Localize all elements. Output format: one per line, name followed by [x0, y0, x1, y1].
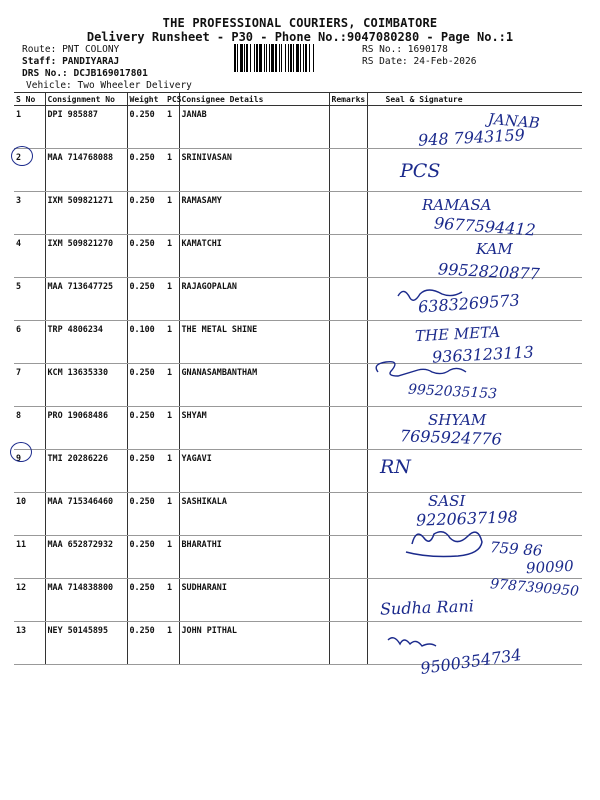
col-header-sno: S No — [14, 93, 45, 106]
barcode-bar — [250, 44, 251, 72]
barcode-bar — [288, 44, 289, 72]
cell-consignment-no: TRP 4806234 — [45, 321, 127, 364]
table-row — [14, 364, 582, 407]
handwritten-phone: 948 7943159 — [417, 125, 526, 150]
cell-weight: 0.250 — [127, 149, 165, 192]
handwritten-phone: 9500354734 — [419, 645, 523, 678]
rs-date-line — [362, 56, 476, 67]
cell-consignment-no: MAA 714768088 — [45, 149, 127, 192]
cell-weight: 0.250 — [127, 536, 165, 579]
barcode-bar — [266, 44, 267, 72]
barcode-bar — [285, 44, 286, 72]
cell-pcs: 1 — [165, 450, 179, 493]
cell-pcs: 1 — [165, 149, 179, 192]
handwritten-phone: 9787390950 — [489, 576, 580, 600]
cell-sno: 3 — [14, 192, 45, 235]
cell-sno: 1 — [14, 106, 45, 149]
vehicle-label: Vehicle: — [26, 80, 72, 91]
cell-pcs: 1 — [165, 278, 179, 321]
cell-consignee: SUDHARANI — [179, 579, 329, 622]
cell-weight: 0.250 — [127, 493, 165, 536]
cell-consignee: YAGAVI — [179, 450, 329, 493]
handwritten-phone: 7695924776 — [399, 426, 503, 449]
barcode-bar — [300, 44, 301, 72]
barcode-bar — [234, 44, 236, 72]
cell-pcs: 1 — [165, 364, 179, 407]
cell-weight: 0.250 — [127, 364, 165, 407]
barcode-bar — [303, 44, 304, 72]
cell-consignee: GNANASAMBANTHAM — [179, 364, 329, 407]
cell-consignee: RAMASAMY — [179, 192, 329, 235]
cell-consignee: KAMATCHI — [179, 235, 329, 278]
handwritten-circle-mark — [10, 442, 32, 462]
handwritten-phone: 9952035153 — [407, 381, 498, 403]
cell-consignment-no: MAA 715346460 — [45, 493, 127, 536]
rs-number-line — [362, 44, 448, 55]
cell-remarks — [329, 106, 367, 149]
cell-consignment-no: KCM 13635330 — [45, 364, 127, 407]
barcode-bar — [309, 44, 310, 72]
cell-pcs: 1 — [165, 192, 179, 235]
barcode-bar — [279, 44, 280, 72]
cell-consignee: JANAB — [179, 106, 329, 149]
cell-consignee: SASHIKALA — [179, 493, 329, 536]
barcode-bar — [290, 44, 292, 72]
cell-consignee: RAJAGOPALAN — [179, 278, 329, 321]
handwritten-name: JANAB — [487, 109, 541, 133]
handwritten-name: KAM — [476, 240, 513, 258]
cell-consignee: THE METAL SHINE — [179, 321, 329, 364]
barcode-bar — [254, 44, 255, 72]
cell-pcs: 1 — [165, 106, 179, 149]
cell-remarks — [329, 493, 367, 536]
cell-pcs: 1 — [165, 321, 179, 364]
route-line — [22, 44, 119, 56]
handwritten-name: SHYAM — [428, 411, 487, 429]
cell-sno: 12 — [14, 579, 45, 622]
route-value: PNT COLONY — [62, 44, 120, 55]
cell-pcs: 1 — [165, 493, 179, 536]
drs-line — [22, 68, 148, 80]
cell-sno: 2 — [14, 149, 45, 192]
cell-weight: 0.250 — [127, 192, 165, 235]
barcode-bar — [269, 44, 270, 72]
cell-consignment-no: NEY 50145895 — [45, 622, 127, 665]
barcode-bar — [296, 44, 299, 72]
staff-label: Staff: — [22, 56, 57, 67]
vehicle-value: Two Wheeler Delivery — [77, 80, 192, 91]
cell-remarks — [329, 321, 367, 364]
cell-sno: 10 — [14, 493, 45, 536]
cell-consignment-no: TMI 20286226 — [45, 450, 127, 493]
cell-sno: 9 — [14, 450, 45, 493]
drs-value: DCJB169017801 — [73, 68, 148, 79]
barcode-bar — [240, 44, 243, 72]
handwritten-circle-mark — [11, 146, 33, 166]
cell-weight: 0.250 — [127, 407, 165, 450]
handwritten-number: 90090 — [525, 556, 575, 578]
handwritten-name: SASI — [428, 492, 466, 510]
handwritten-name: RAMASA — [422, 196, 492, 214]
cell-sno: 7 — [14, 364, 45, 407]
handwritten-phone: 9677594412 — [433, 213, 537, 240]
cell-sno: 5 — [14, 278, 45, 321]
staff-value: PANDIYARAJ — [62, 56, 120, 67]
cell-remarks — [329, 536, 367, 579]
cell-weight: 0.250 — [127, 450, 165, 493]
staff-line — [22, 56, 119, 68]
rs-date-value: 24-Feb-2026 — [413, 56, 477, 67]
rs-date-label: RS Date: — [362, 56, 408, 67]
cell-consignment-no: IXM 509821270 — [45, 235, 127, 278]
handwritten-phone: 9220637198 — [415, 507, 519, 530]
cell-remarks — [329, 235, 367, 278]
cell-consignee: SHYAM — [179, 407, 329, 450]
cell-pcs: 1 — [165, 579, 179, 622]
cell-remarks — [329, 450, 367, 493]
cell-pcs: 1 — [165, 235, 179, 278]
cell-sno: 4 — [14, 235, 45, 278]
cell-weight: 0.250 — [127, 579, 165, 622]
vehicle-line — [26, 80, 192, 92]
table-header-row — [14, 93, 582, 106]
cell-pcs: 1 — [165, 622, 179, 665]
cell-consignment-no: MAA 713647725 — [45, 278, 127, 321]
cell-remarks — [329, 364, 367, 407]
route-label: Route: — [22, 44, 57, 55]
handwritten-name: THE META — [414, 322, 501, 346]
barcode-bar — [264, 44, 265, 72]
cell-remarks — [329, 149, 367, 192]
barcode-bar — [246, 44, 248, 72]
table-row — [14, 450, 582, 493]
cell-sno: 6 — [14, 321, 45, 364]
col-header-consignee: Consignee Details — [179, 93, 329, 106]
cell-weight: 0.250 — [127, 106, 165, 149]
handwritten-phone: 9363123113 — [431, 342, 535, 367]
barcode-bar — [244, 44, 245, 72]
cell-sno: 13 — [14, 622, 45, 665]
handwritten-name: Sudha Rani — [379, 596, 475, 619]
barcode-bar — [271, 44, 274, 72]
cell-consignment-no: IXM 509821271 — [45, 192, 127, 235]
cell-consignee: BHARATHI — [179, 536, 329, 579]
barcode-bar — [313, 44, 314, 72]
cell-remarks — [329, 407, 367, 450]
barcode-bar — [293, 44, 294, 72]
col-header-seal: Seal & Signature — [367, 93, 582, 106]
cell-remarks — [329, 579, 367, 622]
cell-consignment-no: PRO 19068486 — [45, 407, 127, 450]
col-header-consignment: Consignment No — [45, 93, 127, 106]
barcode-bar — [275, 44, 277, 72]
runsheet-title: Delivery Runsheet - P30 - Phone No.:9047080280 - Page No.:1 — [86, 30, 514, 44]
col-header-pcs: PCS — [167, 94, 182, 104]
cell-remarks — [329, 192, 367, 235]
cell-consignee: JOHN PITHAL — [179, 622, 329, 665]
cell-remarks — [329, 278, 367, 321]
handwritten-mark: PCS — [400, 160, 441, 182]
rs-number-value: 1690178 — [407, 44, 448, 55]
cell-sno: 8 — [14, 407, 45, 450]
col-header-weight: Weight — [127, 93, 165, 106]
cell-pcs: 1 — [165, 536, 179, 579]
barcode-bar — [305, 44, 307, 72]
barcode-bar — [237, 44, 238, 72]
cell-consignment-no: DPI 985887 — [45, 106, 127, 149]
cell-consignee: SRINIVASAN — [179, 149, 329, 192]
cell-weight: 0.250 — [127, 622, 165, 665]
cell-weight: 0.100 — [127, 321, 165, 364]
table-row — [14, 149, 582, 192]
handwritten-mark: RN — [380, 456, 411, 478]
rs-number-label: RS No.: — [362, 44, 403, 55]
barcode-bar — [256, 44, 258, 72]
barcode-bar — [281, 44, 282, 72]
barcode — [232, 44, 358, 72]
cell-sno: 11 — [14, 536, 45, 579]
handwritten-phone: 9952820877 — [437, 259, 541, 284]
cell-weight: 0.250 — [127, 235, 165, 278]
cell-remarks — [329, 622, 367, 665]
handwritten-phone: 6383269573 — [417, 290, 521, 317]
company-title: THE PROFESSIONAL COURIERS, COIMBATORE — [162, 16, 438, 30]
cell-weight: 0.250 — [127, 278, 165, 321]
cell-pcs: 1 — [165, 407, 179, 450]
drs-label: DRS No.: — [22, 68, 68, 79]
handwritten-number: 759 86 — [489, 538, 544, 560]
cell-consignment-no: MAA 652872932 — [45, 536, 127, 579]
col-header-remarks: Remarks — [329, 93, 367, 106]
cell-consignment-no: MAA 714838800 — [45, 579, 127, 622]
barcode-bar — [259, 44, 262, 72]
